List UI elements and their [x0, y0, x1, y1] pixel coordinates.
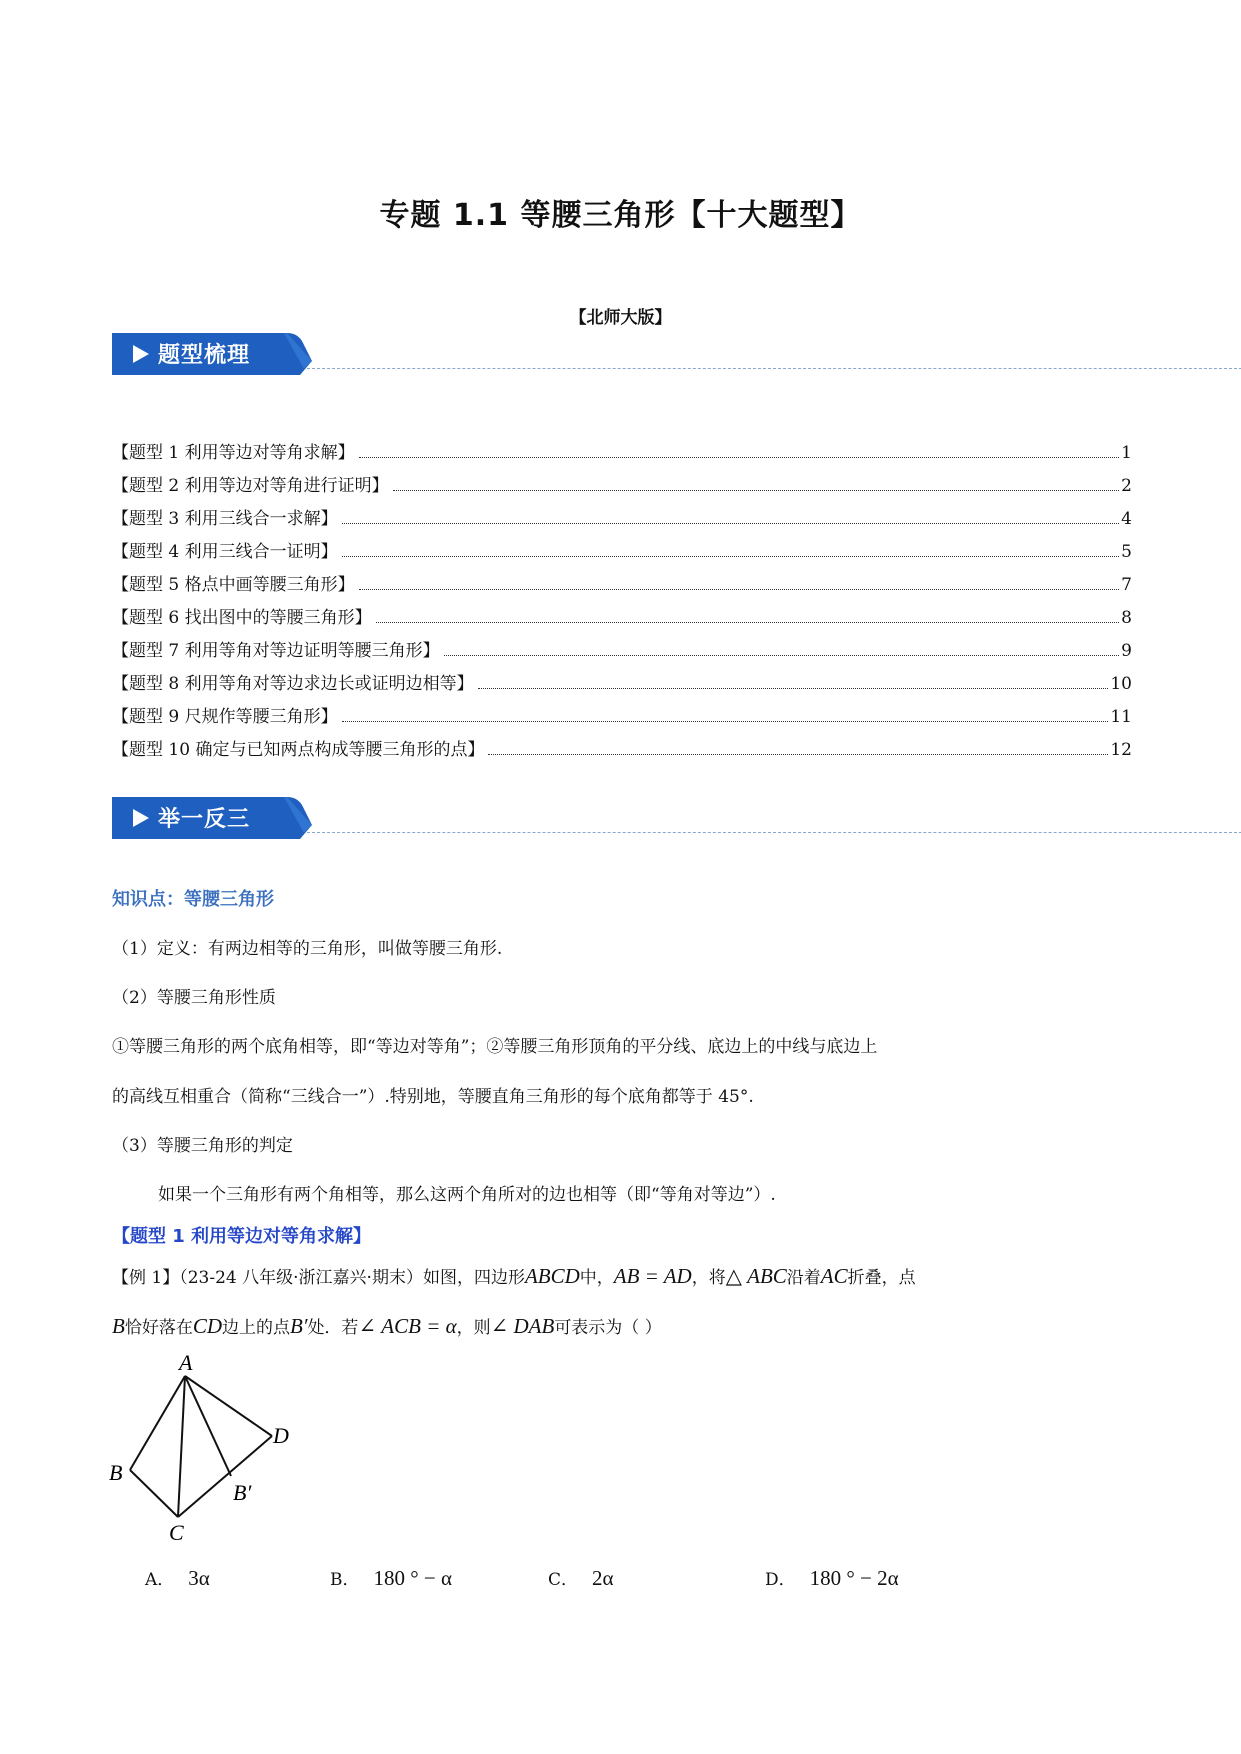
label-d: D [273, 1423, 289, 1448]
geometry-figure [108, 1352, 318, 1542]
toc-item[interactable] [112, 437, 1132, 470]
toc-leader [342, 555, 1120, 557]
toc-leader [478, 687, 1109, 689]
option-value: 3α [188, 1566, 210, 1590]
option-d[interactable] [765, 1565, 899, 1591]
math-triangle: △ ABC [725, 1264, 787, 1288]
segment-cd [178, 1436, 272, 1517]
toc-leader [342, 720, 1109, 722]
toc-item[interactable] [112, 536, 1132, 569]
option-letter: D． [765, 1570, 796, 1590]
example-source: （23-24 八年级·浙江嘉兴·期末）如图，四边形 [179, 1268, 525, 1288]
toc-page: 12 [1110, 740, 1132, 760]
toc-leader [376, 621, 1120, 623]
option-value: 180 ° − α [373, 1566, 452, 1590]
example-tag: 【例 1】 [112, 1268, 180, 1288]
toc-item[interactable] [112, 470, 1132, 503]
toc-label: 【题型 10 确定与已知两点构成等腰三角形的点】 [112, 740, 485, 760]
math-bprime: B′ [290, 1314, 308, 1338]
knowledge-definition: （1）定义：有两边相等的三角形，叫做等腰三角形. [112, 939, 503, 959]
answer-options [0, 1565, 1241, 1599]
math-ac: AC [820, 1264, 848, 1288]
example-text: 折叠，点 [847, 1268, 916, 1288]
label-bprime: B′ [233, 1480, 252, 1505]
toc-label: 【题型 3 利用三线合一求解】 [112, 509, 338, 529]
section-banner-toc [112, 333, 1132, 375]
option-letter: C． [548, 1570, 579, 1590]
example-text: 沿着 [786, 1268, 821, 1288]
example-text: 恰好落在 [124, 1318, 193, 1338]
toc-item[interactable] [112, 635, 1132, 668]
toc-page: 7 [1121, 575, 1132, 595]
page-title: 专题 1.1 等腰三角形【十大题型】 [379, 198, 862, 233]
toc-item[interactable] [112, 602, 1132, 635]
play-triangle-icon [131, 344, 151, 364]
example-text: 可表示为（ ） [554, 1318, 662, 1338]
toc-label: 【题型 9 尺规作等腰三角形】 [112, 707, 338, 727]
toc-leader [488, 753, 1108, 755]
math-cd: CD [192, 1314, 223, 1338]
toc-page: 4 [1121, 509, 1132, 529]
section-banner-practice [112, 797, 1132, 839]
toc-leader [342, 522, 1120, 524]
toc-label: 【题型 6 找出图中的等腰三角形】 [112, 608, 372, 628]
example1-line1 [112, 1263, 1134, 1289]
toc-leader [444, 654, 1120, 656]
math-b: B [112, 1314, 125, 1338]
toc-label: 【题型 7 利用等角对等边证明等腰三角形】 [112, 641, 440, 661]
label-a: A [179, 1352, 193, 1375]
toc-item[interactable] [112, 503, 1132, 536]
toc-leader [393, 489, 1120, 491]
divider [307, 832, 1241, 833]
example-text: 处．若 [307, 1318, 359, 1338]
section-title-practice: 举一反三 [158, 807, 251, 832]
knowledge-properties-heading: （2）等腰三角形性质 [112, 988, 276, 1008]
example-text: ，则 [456, 1318, 491, 1338]
option-letter: A． [145, 1570, 175, 1590]
toc-leader [359, 588, 1120, 590]
example-text: 中， [579, 1268, 614, 1288]
toc-page: 1 [1121, 443, 1132, 463]
toc-page: 2 [1121, 476, 1132, 496]
divider [307, 368, 1241, 369]
toc-leader [359, 456, 1120, 458]
math-quad: ABCD [524, 1264, 580, 1288]
toc-label: 【题型 1 利用等边对等角求解】 [112, 443, 355, 463]
label-c: C [169, 1520, 184, 1542]
play-triangle-icon [131, 808, 151, 828]
option-a[interactable] [145, 1565, 210, 1591]
option-c[interactable] [548, 1565, 614, 1591]
math-angle-dab: ∠ DAB [490, 1314, 555, 1338]
option-letter: B． [330, 1570, 360, 1590]
knowledge-heading: 知识点：等腰三角形 [112, 889, 274, 910]
toc-page: 11 [1110, 707, 1132, 727]
example1-line2 [112, 1313, 1134, 1339]
toc-item[interactable] [112, 701, 1132, 734]
toc-page: 10 [1110, 674, 1132, 694]
knowledge-criteria-heading: （3）等腰三角形的判定 [112, 1136, 293, 1156]
example-text: ，将 [691, 1268, 726, 1288]
knowledge-properties-line1: ①等腰三角形的两个底角相等，即“等边对等角”；②等腰三角形顶角的平分线、底边上的中线与底边上 [112, 1037, 878, 1057]
toc-page: 9 [1121, 641, 1132, 661]
knowledge-properties-line2: 的高线互相重合（简称“三线合一”）.特别地，等腰直角三角形的每个底角都等于 45°. [112, 1087, 754, 1107]
toc-page: 8 [1121, 608, 1132, 628]
math-angle-acb: ∠ ACB = α [358, 1314, 457, 1338]
toc-label: 【题型 2 利用等边对等角进行证明】 [112, 476, 389, 496]
toc-item[interactable] [112, 734, 1132, 767]
toc-label: 【题型 4 利用三线合一证明】 [112, 542, 338, 562]
segment-bc [130, 1470, 178, 1517]
edition-label: 【北师大版】 [569, 308, 672, 328]
knowledge-criteria-text: 如果一个三角形有两个角相等，那么这两个角所对的边也相等（即“等角对等边”）. [158, 1185, 776, 1205]
segment-ac [178, 1376, 185, 1517]
toc-label: 【题型 5 格点中画等腰三角形】 [112, 575, 355, 595]
option-b[interactable] [330, 1565, 452, 1591]
toc-page: 5 [1121, 542, 1132, 562]
math-ab-ad: AB = AD [613, 1264, 692, 1288]
example-text: 边上的点 [222, 1318, 291, 1338]
toc-item[interactable] [112, 668, 1132, 701]
toc-item[interactable] [112, 569, 1132, 602]
toc-label: 【题型 8 利用等角对等边求边长或证明边相等】 [112, 674, 474, 694]
option-value: 2α [592, 1566, 614, 1590]
type1-heading: 【题型 1 利用等边对等角求解】 [112, 1226, 372, 1247]
segment-ab [130, 1376, 185, 1470]
label-b: B [109, 1460, 123, 1485]
section-title-toc: 题型梳理 [158, 343, 251, 368]
option-value: 180 ° − 2α [809, 1566, 899, 1590]
table-of-contents [112, 437, 1132, 767]
